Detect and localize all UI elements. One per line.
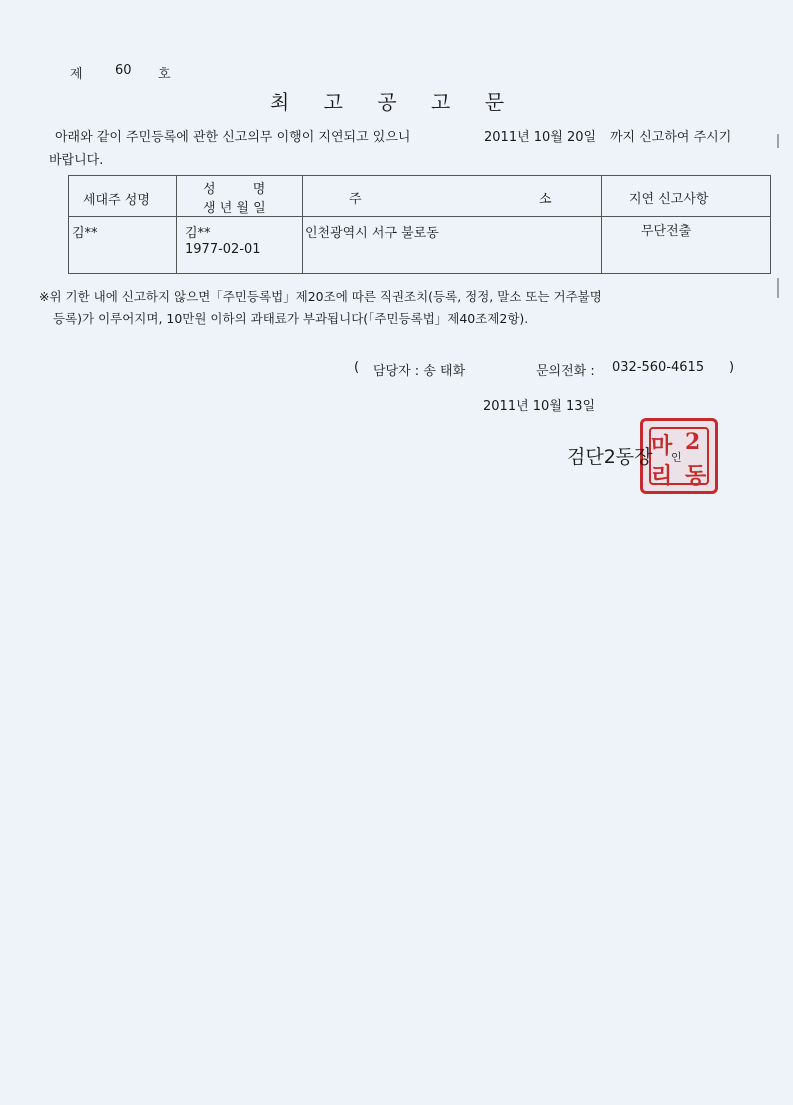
cell-name: 김** (185, 226, 211, 241)
cell-householder: 김** (72, 226, 98, 241)
document-title: 최 고 공 고 문 (270, 90, 519, 114)
official-seal: 마 2 리 동 (640, 418, 718, 494)
doc-number-suffix: 호 (158, 67, 171, 82)
deadline-date: 2011년 10월 20일 (484, 130, 597, 145)
header-birthdate: 생 년 월 일 (203, 201, 266, 216)
header-householder: 세대주 성명 (83, 193, 150, 208)
intro-line-2: 바랍니다. (49, 153, 104, 168)
contact-person: 담당자 : 송 태화 (373, 364, 466, 379)
cell-birthdate: 1977-02-01 (185, 242, 261, 257)
contact-close: ) (729, 360, 735, 375)
signature-office: 검단2동장 (567, 446, 653, 468)
header-name: 성 명 (203, 182, 266, 197)
warning-line-1: ※위 기한 내에 신고하지 않으면「주민등록법」제20조에 따른 직권조치(등록, 정정, 말소 또는 거주불명 (39, 289, 602, 304)
scan-edge-mark (777, 134, 779, 148)
signature-seal-mark: 인 (671, 451, 682, 464)
header-delay: 지연 신고사항 (629, 192, 709, 207)
scan-edge-mark (777, 278, 779, 298)
notice-table (68, 175, 771, 274)
header-address-right: 소 (539, 192, 552, 207)
header-address-left: 주 (349, 192, 362, 207)
warning-line-2: 등록)가 이루어지며, 10만원 이하의 과태료가 부과됩니다(「주민등록법」제40조제2항). (53, 311, 529, 326)
contact-open: ( (354, 360, 360, 375)
cell-address: 인천광역시 서구 불로동 (305, 226, 439, 241)
issue-date: 2011년 10월 13일 (483, 399, 596, 414)
doc-number: 60 (115, 63, 132, 78)
contact-phone-label: 문의전화 : (536, 364, 595, 379)
intro-text: 아래와 같이 주민등록에 관한 신고의무 이행이 지연되고 있으니 (55, 130, 411, 145)
doc-number-prefix: 제 (70, 67, 83, 82)
intro-tail: 까지 신고하여 주시기 (610, 130, 732, 145)
cell-delay: 무단전출 (641, 224, 692, 239)
contact-phone: 032-560-4615 (612, 360, 705, 375)
